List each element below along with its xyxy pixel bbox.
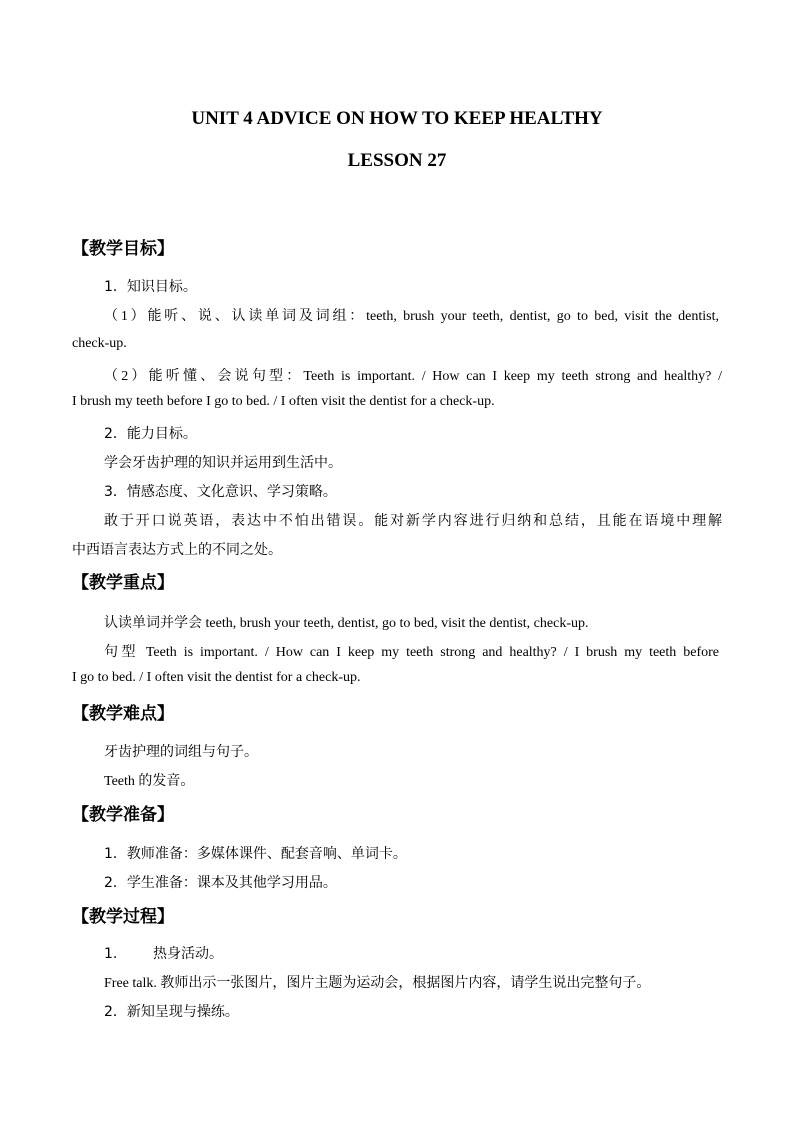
preparation-line: 2．学生准备：课本及其他学习用品。 [104, 875, 337, 891]
key-point-line: 句型 Teeth is important. / How can I keep my teeth strong and healthy? / I brush my teeth before [104, 645, 719, 660]
section-heading-difficulties: 【教学难点】 [72, 704, 174, 724]
preparation-line: 1．教师准备：多媒体课件、配套音响、单词卡。 [104, 846, 407, 862]
document-title: UNIT 4 ADVICE ON HOW TO KEEP HEALTHY [191, 108, 603, 129]
section-heading-objectives: 【教学目标】 [72, 239, 174, 259]
key-point-line: I go to bed. / I often visit the dentist for a check-up. [72, 670, 361, 685]
objective-line: 敢于开口说英语，表达中不怕出错误。能对新学内容进行归纳和总结，且能在语境中理解 [104, 513, 722, 529]
objective-line: （2）能听懂、会说句型：Teeth is important. / How can I keep my teeth strong and healthy? / [104, 369, 722, 384]
objective-line: I brush my teeth before I go to bed. / I often visit the dentist for a check-up. [72, 394, 495, 409]
objective-line: check-up. [72, 336, 127, 351]
objective-line: 1．知识目标。 [104, 279, 197, 295]
section-heading-process: 【教学过程】 [72, 907, 174, 927]
process-line: 2．新知呈现与操练。 [104, 1004, 239, 1020]
objective-line: （1）能听、说、认读单词及词组：teeth, brush your teeth, dentist, go to bed, visit the dentist, [104, 309, 719, 324]
key-point-line: 认读单词并学会 teeth, brush your teeth, dentist, go to bed, visit the dentist, check-up. [104, 616, 589, 631]
objective-line: 2．能力目标。 [104, 426, 197, 442]
objective-line: 中西语言表达方式上的不同之处。 [72, 542, 282, 558]
difficulty-line: 牙齿护理的词组与句子。 [104, 744, 258, 760]
process-line: 1. 热身活动。 [104, 946, 223, 962]
objective-line: 学会牙齿护理的知识并运用到生活中。 [104, 455, 342, 471]
section-heading-preparation: 【教学准备】 [72, 805, 174, 825]
process-line: Free talk. 教师出示一张图片，图片主题为运动会，根据图片内容，请学生说出完整句子。 [104, 976, 651, 991]
lesson-title: LESSON 27 [347, 150, 447, 171]
difficulty-line: Teeth 的发音。 [104, 774, 195, 789]
objective-line: 3．情感态度、文化意识、学习策略。 [104, 484, 337, 500]
section-heading-key-points: 【教学重点】 [72, 573, 174, 593]
